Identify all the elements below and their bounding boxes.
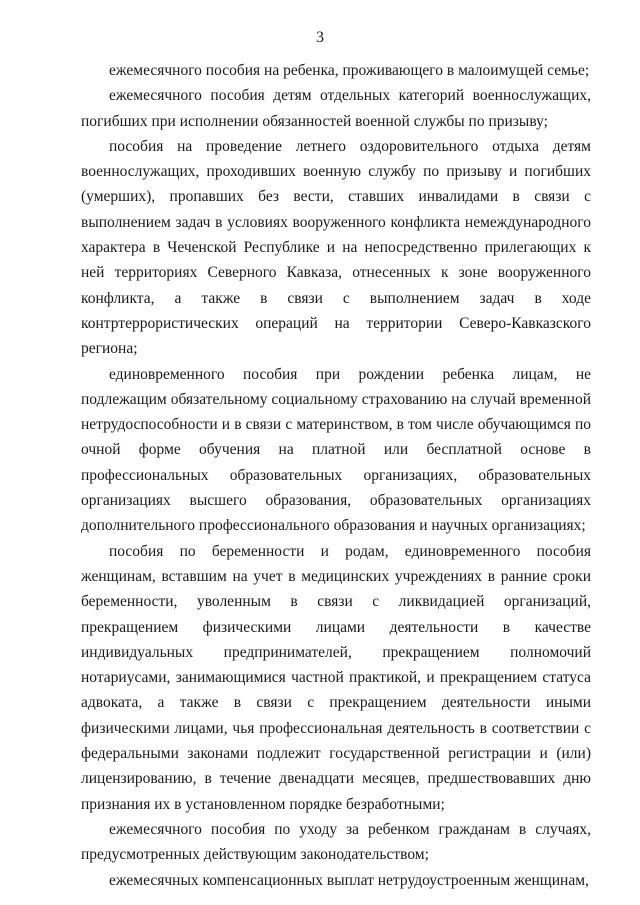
paragraph-maternity-allowance: пособия по беременности и родам, единовременного пособия женщинам, вставшим на учет в медицинских учреждениях в ранние сроки беременности, уволенным в связи с ликвидацией организаций, прекращением физическими лицами деятельности в качестве индивидуальных предпринимателей, прекращением полномочий нотариусами, занимающимися частной практикой, и прекращением статуса адвоката, а также в связи с прекращением деятельности иными физическими лицами, чья профессиональная деятельность в соответствии с федеральными законами подлежит государственной регистрации и (или) лицензированию, в течение двенадцати месяцев, предшествовавших дню признания их в установленном порядке безработными; (81, 542, 591, 813)
paragraph-military-children-allowance: ежемесячного пособия детям отдельных категорий военнослужащих, погибших при исполнении обязанностей военной службы по призыву; (81, 87, 591, 130)
paragraph-birth-lump-sum: единовременного пособия при рождении ребенка лицам, не подлежащим обязательному социальному страхованию на случай временной нетрудоспособности и в связи с материнством, в том числе обучающимся по очной форме обучения на платной или бесплатной основе в профессиональных образовательных организациях, образовательных организациях высшего образования, образовательных организациях дополнительного профессионального образования и научных организациях; (81, 365, 591, 535)
paragraph-compensation-payments: ежемесячных компенсационных выплат нетрудоустроенным женщинам, (109, 871, 589, 889)
paragraph-summer-recreation-allowance: пособия на проведение летнего оздоровительного отдыха детям военнослужащих, проходивших военную службу по призыву и погибших (умерших), пропавших без вести, ставших инвалидами в связи с выполнением задач в условиях вооруженного конфликта немеждународного характера в Чеченской Республике и на непосредственно прилегающих к ней территориях Северного Кавказа, отнесенных к зоне вооруженного конфликта, а также в связи с выполнением задач в ходе контртеррористических операций на территории Северо-Кавказского региона; (81, 137, 591, 358)
paragraph-childcare-allowance: ежемесячного пособия по уходу за ребенком гражданам в случаях, предусмотренных действующим законодательством; (81, 820, 591, 864)
page-number: 3 (316, 29, 324, 46)
paragraph-low-income-child-allowance: ежемесячного пособия на ребенка, проживающего в малоимущей семье; (109, 62, 590, 79)
document-body (81, 58, 591, 893)
